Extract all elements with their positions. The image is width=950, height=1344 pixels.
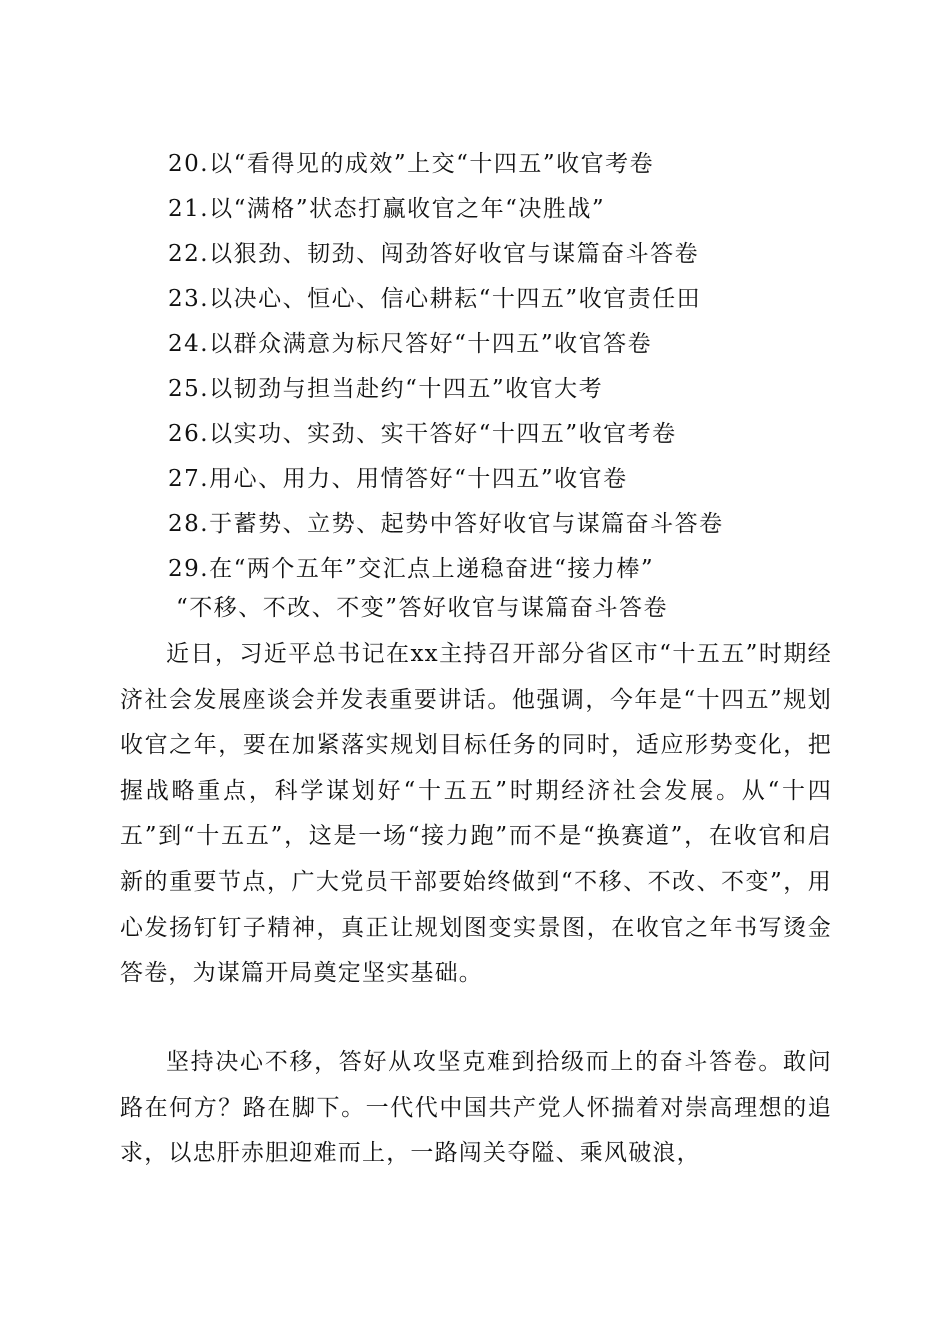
list-item: 23.以决心、恒心、信心耕耘“十四五”收官责任田 — [168, 286, 702, 312]
list-item: 20.以“看得见的成效”上交“十四五”收官考卷 — [168, 151, 655, 177]
list-item: 26.以实功、实劲、实干答好“十四五”收官考卷 — [168, 421, 677, 447]
body-paragraph: 近日，习近平总书记在xx主持召开部分省区市“十五五”时期经济社会发展座谈会并发表重要讲话。他强调，今年是“十四五”规划收官之年，要在加紧落实规划目标任务的同时，适应形势变化，把握战略重点，科学谋划好“十五五”时期经济社会发展。从“十四五”到“十五五”，这是一场“接力跑”而不是“换赛道”，在收官和启新的重要节点，广大党员干部要始终做到“不移、不改、不变”，用心发扬钉钉子精神，真正让规划图变实景图，在收官之年书写烫金答卷，为谋篇开局奠定坚实基础。 — [120, 641, 832, 987]
list-item: 24.以群众满意为标尺答好“十四五”收官答卷 — [168, 331, 653, 357]
body-paragraph: 坚持决心不移，答好从攻坚克难到拾级而上的奋斗答卷。敢问路在何方？路在脚下。一代代中国共产党人怀揣着对崇高理想的追求，以忠肝赤胆迎难而上，一路闯关夺隘、乘风破浪， — [120, 1049, 832, 1167]
list-item: 28.于蓄势、立势、起势中答好收官与谋篇奋斗答卷 — [168, 511, 724, 537]
list-item: 25.以韧劲与担当赴约“十四五”收官大考 — [168, 376, 604, 402]
title-list — [168, 142, 868, 592]
article-title: “不移、不改、不变”答好收官与谋篇奋斗答卷 — [176, 595, 669, 621]
list-item: 21.以“满格”状态打赢收官之年“决胜战” — [168, 196, 606, 222]
list-item: 29.在“两个五年”交汇点上递稳奋进“接力棒” — [168, 556, 655, 582]
list-item: 27.用心、用力、用情答好“十四五”收官卷 — [168, 466, 628, 492]
list-item: 22.以狠劲、韧劲、闯劲答好收官与谋篇奋斗答卷 — [168, 241, 700, 267]
